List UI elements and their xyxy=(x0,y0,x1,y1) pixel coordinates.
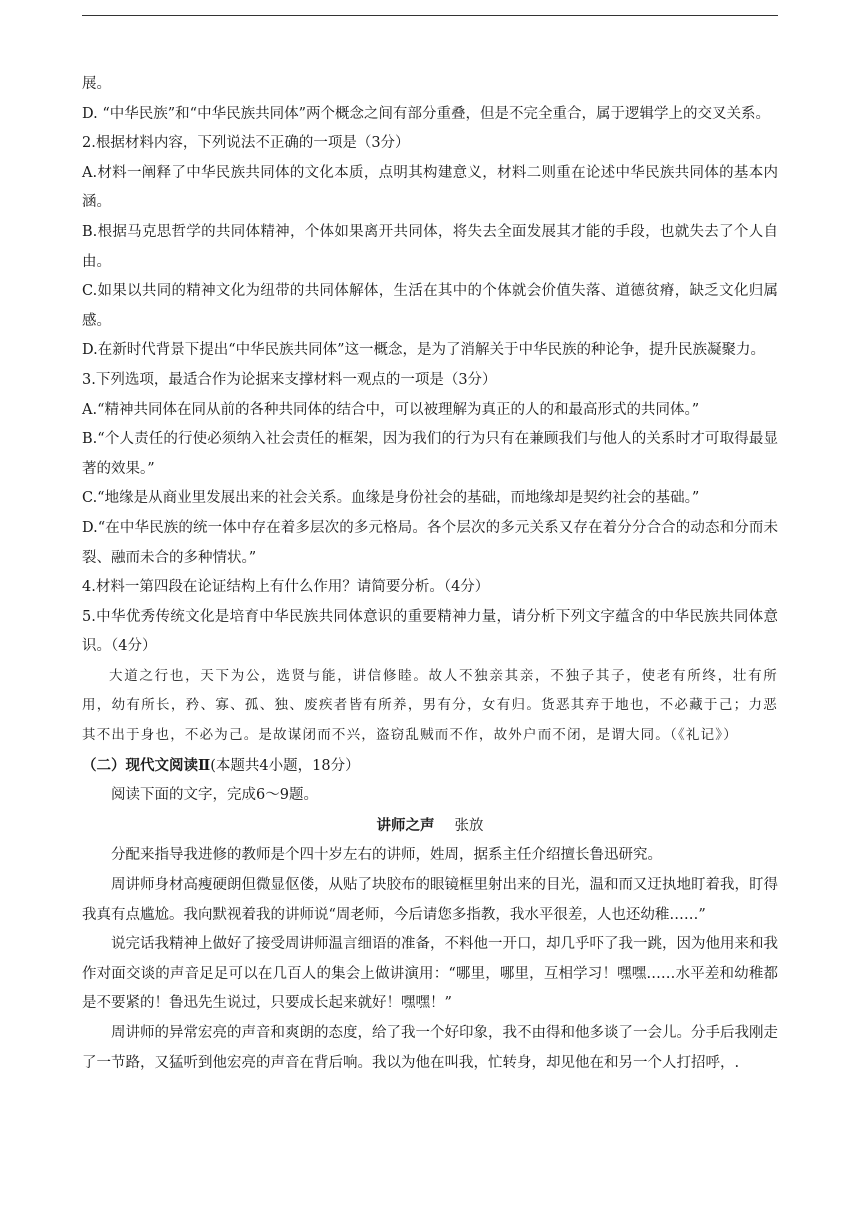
document-body xyxy=(82,70,778,1078)
paragraph: 说完话我精神上做好了接受周讲师温言细语的准备，不料他一开口，却几乎吓了我一跳，因为他用来和我作对面交谈的声音足足可以在几百人的集会上做讲演用：“哪里，哪里，互相学习！嘿嘿……水平差和幼稚都是不要紧的！鲁迅先生说过，只要成长起来就好！嘿嘿！” xyxy=(82,936,778,1012)
section-heading-bold: （二）现代文阅读Ⅱ xyxy=(82,756,211,774)
text-line: 展。 xyxy=(82,76,111,92)
paragraph: 周讲师身材高瘦硬朗但微显伛偻，从贴了块胶布的眼镜框里射出来的目光，温和而又迂执地盯着我，盯得我真有点尴尬。我向默视着我的讲师说“周老师，今后请您多指教，我水平很差，人也还幼稚……” xyxy=(82,877,778,923)
question-3-option-d: D.“在中华民族的统一体中存在着多层次的多元格局。各个层次的多元关系又存在着分分合合的动态和分而未裂、融而未合的多种情状。” xyxy=(82,519,778,566)
option-d: D. “中华民族”和“中华民族共同体”两个概念之间有部分重叠，但是不完全重合，属于逻辑学上的交叉关系。 xyxy=(82,105,770,122)
question-4: 4.材料一第四段在论证结构上有什么作用？请简要分析。（4分） xyxy=(82,579,490,596)
question-3: 3.下列选项，最适合作为论据来支撑材料一观点的一项是（3分） xyxy=(82,371,497,388)
question-2-option-b: B.根据马克思哲学的共同体精神，个体如果离开共同体，将失去全面发展其才能的手段，也就失去了个人自由。 xyxy=(82,223,778,270)
question-2-option-a: A.材料一阐释了中华民族共同体的文化本质，点明其构建意义，材料二则重在论述中华民族共同体的基本内涵。 xyxy=(82,164,778,211)
paragraph: 分配来指导我进修的教师是个四十岁左右的讲师，姓周，据系主任介绍擅长鲁迅研究。 xyxy=(111,847,662,864)
question-3-option-b: B.“个人责任的行使必须纳入社会责任的框架，因为我们的行为只有在兼顾我们与他人的关系时才可取得最显著的效果。” xyxy=(82,431,778,477)
header-rule xyxy=(82,15,778,16)
article-title-line xyxy=(82,811,778,842)
article-author: 张放 xyxy=(454,817,484,834)
question-3-option-a: A.“精神共同体在同从前的各种共同体的结合中，可以被理解为真正的人的和最高形式的共同体。” xyxy=(82,401,700,418)
question-2-option-d: D.在新时代背景下提出“中华民族共同体”这一概念，是为了消解关于中华民族的种论争，提升民族凝聚力。 xyxy=(82,342,766,359)
question-3-option-c: C.“地缘是从商业里发展出来的社会关系。血缘是身份社会的基础，而地缘却是契约社会的基础。” xyxy=(82,490,700,507)
article-title: 讲师之声 xyxy=(376,816,435,834)
question-5: 5.中华优秀传统文化是培育中华民族共同体意识的重要精神力量，请分析下列文字蕴含的中华民族共同体意识。（4分） xyxy=(82,608,778,655)
instruction: 阅读下面的文字，完成6～9题。 xyxy=(111,787,318,804)
question-2-option-c: C.如果以共同的精神文化为纽带的共同体解体，生活在其中的个体就会价值失落、道德贫瘠，缺乏文化归属感。 xyxy=(82,283,778,329)
quoted-passage: 大道之行也，天下为公，选贤与能，讲信修睦。故人不独亲其亲，不独子其子，使老有所终，壮有所用，幼有所长，矜、寡、孤、独、废疾者皆有所养，男有分，女有归。货恶其弃于地也，不必藏于己；力恶其不出于身也，不必为己。是故谋闭而不兴，盗窃乱贼而不作，故外户而不闭，是谓大同。（《礼记》） xyxy=(82,667,778,744)
section-heading-note: (本题共4小题，18分） xyxy=(210,757,360,774)
section-heading xyxy=(82,751,778,782)
paragraph: 周讲师的异常宏亮的声音和爽朗的态度，给了我一个好印象，我不由得和他多谈了一会儿。分手后我刚走了一节路，又猛听到他宏亮的声音在背后响。我以为他在叫我，忙转身，却见他在和另一个人打招呼，. xyxy=(82,1025,778,1071)
question-2: 2.根据材料内容，下列说法不正确的一项是（3分） xyxy=(82,135,410,152)
